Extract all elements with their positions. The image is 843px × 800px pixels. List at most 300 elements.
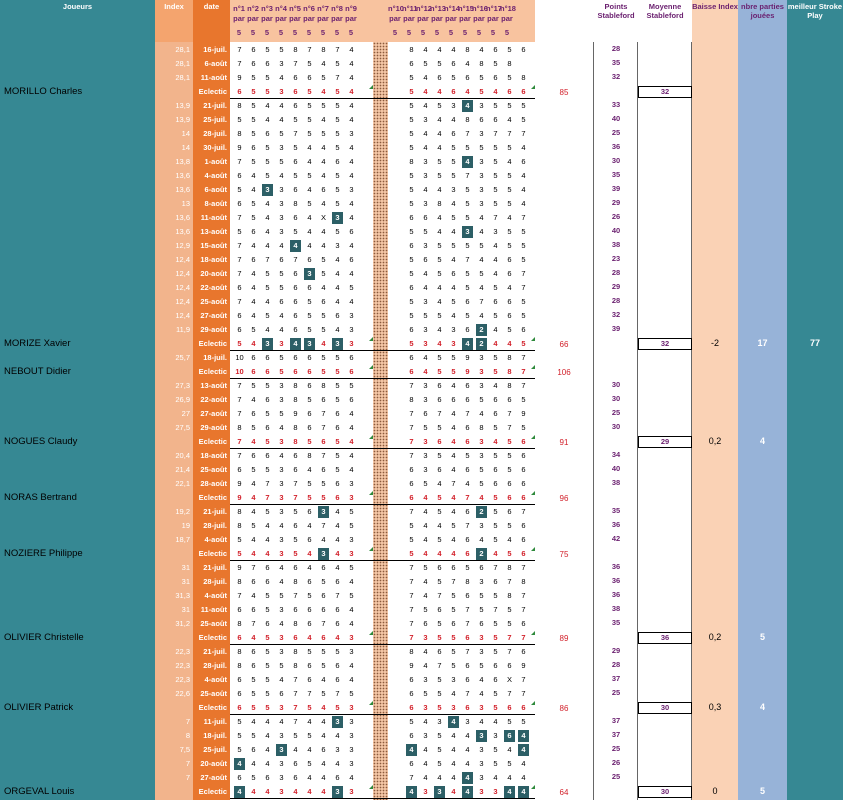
hole-score: 5 [493,647,498,656]
hole-score: 6 [493,73,498,82]
par-label: par 5 [445,14,457,37]
date-value: 8-août [204,199,227,208]
score-row[interactable] [0,659,843,673]
hole-score: 3 [479,129,484,138]
hole-score: 3 [279,87,284,96]
eclectic-row[interactable] [0,85,843,99]
hole-score: 4 [423,745,428,754]
hole-score: 5 [279,591,284,600]
hole-score: 6 [409,675,414,684]
hole-score: 7 [437,591,442,600]
hole-score: 8 [237,521,242,530]
hole-score: 3 [349,703,354,712]
score-row[interactable] [0,225,843,239]
date-value: 20-août [200,759,227,768]
hole-score: 5 [507,325,512,334]
date-value: 28-juil. [203,129,227,138]
date-value: Eclectic [198,703,227,712]
hole-score: 6 [349,227,354,236]
score-row[interactable] [0,211,843,225]
hole-score: 5 [507,143,512,152]
hole-score: 5 [493,199,498,208]
hole-score: 3 [451,675,456,684]
hole-score: 7 [251,563,256,572]
hole-score: 3 [349,787,354,796]
hole-score: 4 [493,325,498,334]
hole-label: n°10 [388,4,404,13]
hole-score: 7 [293,129,298,138]
hole-score: 4 [479,255,484,264]
hole-score: 3 [479,101,484,110]
hole-score: 7 [321,619,326,628]
hole-score: 4 [321,675,326,684]
hole-score: 4 [321,787,326,796]
date-value: 28-juil. [203,577,227,586]
hole-score: 8 [321,381,326,390]
hole-score: 8 [293,437,298,446]
hole-score: 7 [237,451,242,460]
hole-score: 5 [493,353,498,362]
hole-score: 4 [451,227,456,236]
hole-score: 5 [335,367,340,376]
hole-score: 7 [521,689,526,698]
hole-score: 4 [423,577,428,586]
total-score: 96 [559,494,569,503]
index-value: 7,5 [179,745,190,754]
hole-score: 7 [409,563,414,572]
hole-score: 4 [405,785,418,799]
score-row[interactable] [0,771,843,785]
hole-score: 4 [423,367,428,376]
score-row[interactable] [0,99,843,113]
hole-score: 3 [479,521,484,530]
hole-score: 4 [293,745,298,754]
score-row[interactable] [0,71,843,85]
hole-score: 4 [507,745,512,754]
score-row[interactable] [0,421,843,435]
hole-score: 6 [465,549,470,558]
score-row[interactable] [0,589,843,603]
hole-score: 7 [409,507,414,516]
hole-score: 3 [451,185,456,194]
hole-score: 4 [279,115,284,124]
hole-score: 6 [409,465,414,474]
stableford-points: 37 [611,674,621,683]
player-name[interactable]: OLIVIER Christelle [4,632,84,643]
score-row[interactable] [0,43,843,57]
date-value: 21-juil. [203,507,227,516]
hole-score: 5 [321,647,326,656]
par-label: par 5 [389,14,401,37]
hole-score: 4 [293,787,298,796]
hole-score: 8 [507,563,512,572]
hole-score: 6 [279,689,284,698]
hole-score: 6 [409,59,414,68]
score-row[interactable] [0,281,843,295]
hole-score: 5 [465,311,470,320]
hole-score: 6 [321,633,326,642]
hole-score: 6 [307,507,312,516]
hole-label: n°4 [275,4,287,13]
hole-score: 5 [265,87,270,96]
eclectic-row[interactable] [0,491,843,505]
hole-score: 5 [321,353,326,362]
hole-score: 3 [423,325,428,334]
hole-score: 7 [451,479,456,488]
hole-score: 4 [251,787,256,796]
hole-score: 6 [409,367,414,376]
player-name[interactable]: MORIZE Xavier [4,338,71,349]
index-value [155,631,193,645]
date-value: 27-août [200,773,227,782]
hole-score: 3 [479,703,484,712]
hole-score: 3 [279,535,284,544]
score-row[interactable] [0,561,843,575]
eclectic-row[interactable] [0,701,843,715]
hole-score: 7 [265,255,270,264]
hole-score: 6 [465,703,470,712]
stableford-points: 37 [611,730,621,739]
stableford-mean: 30 [638,702,692,714]
hole-score: 7 [521,353,526,362]
hole-score: 6 [293,451,298,460]
hole-score: 5 [437,619,442,628]
eclectic-row[interactable] [0,785,843,799]
hole-score: 6 [251,45,256,54]
hole-score: 5 [437,675,442,684]
date-value: 6-août [204,59,227,68]
score-row[interactable] [0,239,843,253]
hole-score: 4 [349,101,354,110]
score-row[interactable] [0,757,843,771]
hole-score: 5 [321,577,326,586]
hole-score: 4 [479,283,484,292]
player-name[interactable]: NORAS Bertrand [4,492,77,503]
score-row[interactable] [0,113,843,127]
header-meilleur: meilleur Stroke Play [787,0,843,42]
hole-score: 6 [493,577,498,586]
hole-score: 6 [293,101,298,110]
index-value: 13,8 [175,157,190,166]
date-value: 28-juil. [203,521,227,530]
index-value [155,337,193,351]
hole-score: 6 [479,115,484,124]
hole-score: 7 [465,493,470,502]
hole-score: 8 [507,367,512,376]
hole-score: 5 [265,381,270,390]
hole-score: 3 [279,213,284,222]
hole-score: 6 [507,703,512,712]
hole-score: 7 [293,675,298,684]
hole-score: 8 [507,591,512,600]
eclectic-row[interactable] [0,365,843,379]
player-name[interactable]: NOGUES Claudy [4,436,78,447]
par-label: par 5 [431,14,443,37]
hole-score: 6 [493,395,498,404]
hole-score: 5 [335,381,340,390]
hole-score: 3 [279,185,284,194]
hole-score: 4 [451,437,456,446]
hole-score: 5 [307,171,312,180]
stableford-mean: 36 [638,632,692,644]
hole-score: 5 [349,283,354,292]
hole-score: 5 [307,703,312,712]
hole-score: 7 [437,661,442,670]
hole-score: 4 [479,535,484,544]
note-marker [369,491,373,495]
score-row[interactable] [0,477,843,491]
index-value: 28,1 [175,59,190,68]
score-row[interactable] [0,141,843,155]
eclectic-row[interactable] [0,631,843,645]
date-value: 13-août [200,381,227,390]
hole-score: 5 [507,45,512,54]
player-name[interactable]: MORILLO Charles [4,86,83,97]
hole-score: 8 [507,381,512,390]
hole-score: 6 [465,297,470,306]
index-value: 18,7 [175,535,190,544]
hole-score: 6 [521,157,526,166]
hole-score: 6 [265,577,270,586]
player-name[interactable]: NEBOUT Didier [4,366,71,377]
hole-score: 4 [423,269,428,278]
hole-score: 7 [237,437,242,446]
hole-score: 5 [293,507,298,516]
hole-score: 6 [465,423,470,432]
hole-score: 7 [335,591,340,600]
hole-score: 6 [265,563,270,572]
hole-score: 5 [507,437,512,446]
score-row[interactable] [0,729,843,743]
par-label: par 5 [233,14,245,37]
hole-score: 6 [507,661,512,670]
hole-score: 6 [465,73,470,82]
hole-score: 5 [293,227,298,236]
hole-score: 5 [507,101,512,110]
hole-score: 7 [521,591,526,600]
hole-score: 5 [493,157,498,166]
hole-score: 3 [423,157,428,166]
hole-score: 4 [307,465,312,474]
hole-score: 5 [451,661,456,670]
index-value: 13,6 [175,185,190,194]
score-row[interactable] [0,183,843,197]
hole-score: 5 [465,199,470,208]
hole-score: 6 [437,647,442,656]
hole-score: 8 [237,507,242,516]
score-row[interactable] [0,127,843,141]
hole-score: 5 [479,661,484,670]
hole-score: 5 [409,255,414,264]
hole-score: 3 [275,743,288,757]
hole-score: 3 [349,717,354,726]
hole-score: 7 [521,563,526,572]
score-row[interactable] [0,295,843,309]
stableford-points: 25 [611,744,621,753]
score-row[interactable] [0,393,843,407]
hole-score: 6 [521,465,526,474]
score-row[interactable] [0,645,843,659]
hole-score: 4 [251,339,256,348]
hole-score: 5 [451,647,456,656]
hole-score: 6 [293,353,298,362]
hole-score: 6 [423,255,428,264]
hole-score: 6 [437,465,442,474]
total-score: 85 [559,88,569,97]
hole-score: 6 [251,143,256,152]
score-row[interactable] [0,575,843,589]
hole-score: 5 [493,283,498,292]
hole-score: 4 [465,87,470,96]
hole-score: 5 [251,325,256,334]
hole-score: 3 [479,577,484,586]
stableford-mean: 29 [638,436,692,448]
player-name[interactable]: OLIVIER Patrick [4,702,74,713]
stableford-points: 25 [611,688,621,697]
date-value: 4-août [204,675,227,684]
hole-score: 5 [437,269,442,278]
hole-score: 5 [265,675,270,684]
date-value: 4-août [204,591,227,600]
hole-score: 6 [521,87,526,96]
hole-score: 5 [349,563,354,572]
score-row[interactable] [0,505,843,519]
hole-score: 7 [465,255,470,264]
date-value: Eclectic [198,367,227,376]
hole-score: 7 [521,675,526,684]
score-row[interactable] [0,323,843,337]
eclectic-row[interactable] [0,337,843,351]
hole-score: 6 [293,311,298,320]
stableford-points: 38 [611,604,621,613]
hole-score: 5 [451,297,456,306]
hole-score: 7 [507,689,512,698]
score-row[interactable] [0,407,843,421]
stableford-points: 36 [611,520,621,529]
hole-score: 5 [507,185,512,194]
hole-score: 5 [451,157,456,166]
eclectic-row[interactable] [0,547,843,561]
hole-score: 3 [493,787,498,796]
player-name[interactable]: ORGEVAL Louis [4,786,75,797]
score-row[interactable] [0,617,843,631]
hole-score: 7 [507,633,512,642]
hole-score: 7 [465,689,470,698]
score-row[interactable] [0,603,843,617]
hole-score: 6 [507,493,512,502]
hole-score: 4 [335,535,340,544]
score-row[interactable] [0,57,843,71]
hole-score: 6 [321,465,326,474]
score-row[interactable] [0,463,843,477]
hole-score: 4 [349,451,354,460]
hole-score: 5 [237,745,242,754]
score-row[interactable] [0,309,843,323]
hole-score: 4 [321,199,326,208]
hole-score: 5 [265,269,270,278]
hole-score: 5 [251,521,256,530]
score-row[interactable] [0,253,843,267]
score-row[interactable] [0,169,843,183]
score-row[interactable] [0,687,843,701]
hole-score: 5 [265,143,270,152]
hole-score: 4 [321,157,326,166]
hole-score: 6 [465,591,470,600]
hole-score: 4 [507,213,512,222]
hole-score: 8 [409,45,414,54]
hole-score: 5 [321,479,326,488]
index-value: 31,3 [175,591,190,600]
hole-score: 5 [251,675,256,684]
eclectic-row[interactable] [0,435,843,449]
hole-score: 6 [349,255,354,264]
date-value: 22-août [200,395,227,404]
hole-score: 9 [409,661,414,670]
hole-score: 4 [405,743,418,757]
score-row[interactable] [0,715,843,729]
score-row[interactable] [0,379,843,393]
hole-score: 7 [265,493,270,502]
score-row[interactable] [0,351,843,365]
hole-score: 6 [279,255,284,264]
hole-score: 5 [493,521,498,530]
header-date: date [193,0,230,42]
hole-score: 3 [349,325,354,334]
hole-score: 4 [251,269,256,278]
index-value: 31 [181,605,190,614]
hole-score: 4 [251,311,256,320]
hole-score: 6 [307,619,312,628]
score-row[interactable] [0,519,843,533]
score-row[interactable] [0,155,843,169]
hole-score: 6 [451,87,456,96]
hole-score: 4 [349,241,354,250]
score-row[interactable] [0,197,843,211]
hole-score: 3 [423,675,428,684]
hole-score: 4 [279,311,284,320]
hole-score: 4 [451,493,456,502]
hole-score: 4 [279,521,284,530]
hole-score: 6 [237,325,242,334]
hole-score: 4 [321,731,326,740]
hole-score: 5 [493,591,498,600]
hole-score: 4 [265,325,270,334]
hole-score: 3 [331,211,344,225]
hole-score: 6 [265,353,270,362]
hole-score: 5 [279,157,284,166]
hole-score: 4 [349,577,354,586]
hole-score: 7 [521,605,526,614]
score-row[interactable] [0,533,843,547]
stableford-points: 25 [611,772,621,781]
stableford-points: 28 [611,44,621,53]
hole-score: 4 [451,115,456,124]
hole-score: 8 [293,423,298,432]
hole-score: 8 [409,647,414,656]
score-row[interactable] [0,673,843,687]
score-row[interactable] [0,743,843,757]
hole-score: 5 [479,269,484,278]
hole-score: 3 [279,59,284,68]
date-value: 29-août [200,423,227,432]
hole-score: 6 [293,773,298,782]
score-row[interactable] [0,267,843,281]
hole-score: 5 [335,647,340,656]
player-name[interactable]: NOZIERE Philippe [4,548,83,559]
hole-score: 5 [335,101,340,110]
hole-score: 4 [335,759,340,768]
score-row[interactable] [0,449,843,463]
